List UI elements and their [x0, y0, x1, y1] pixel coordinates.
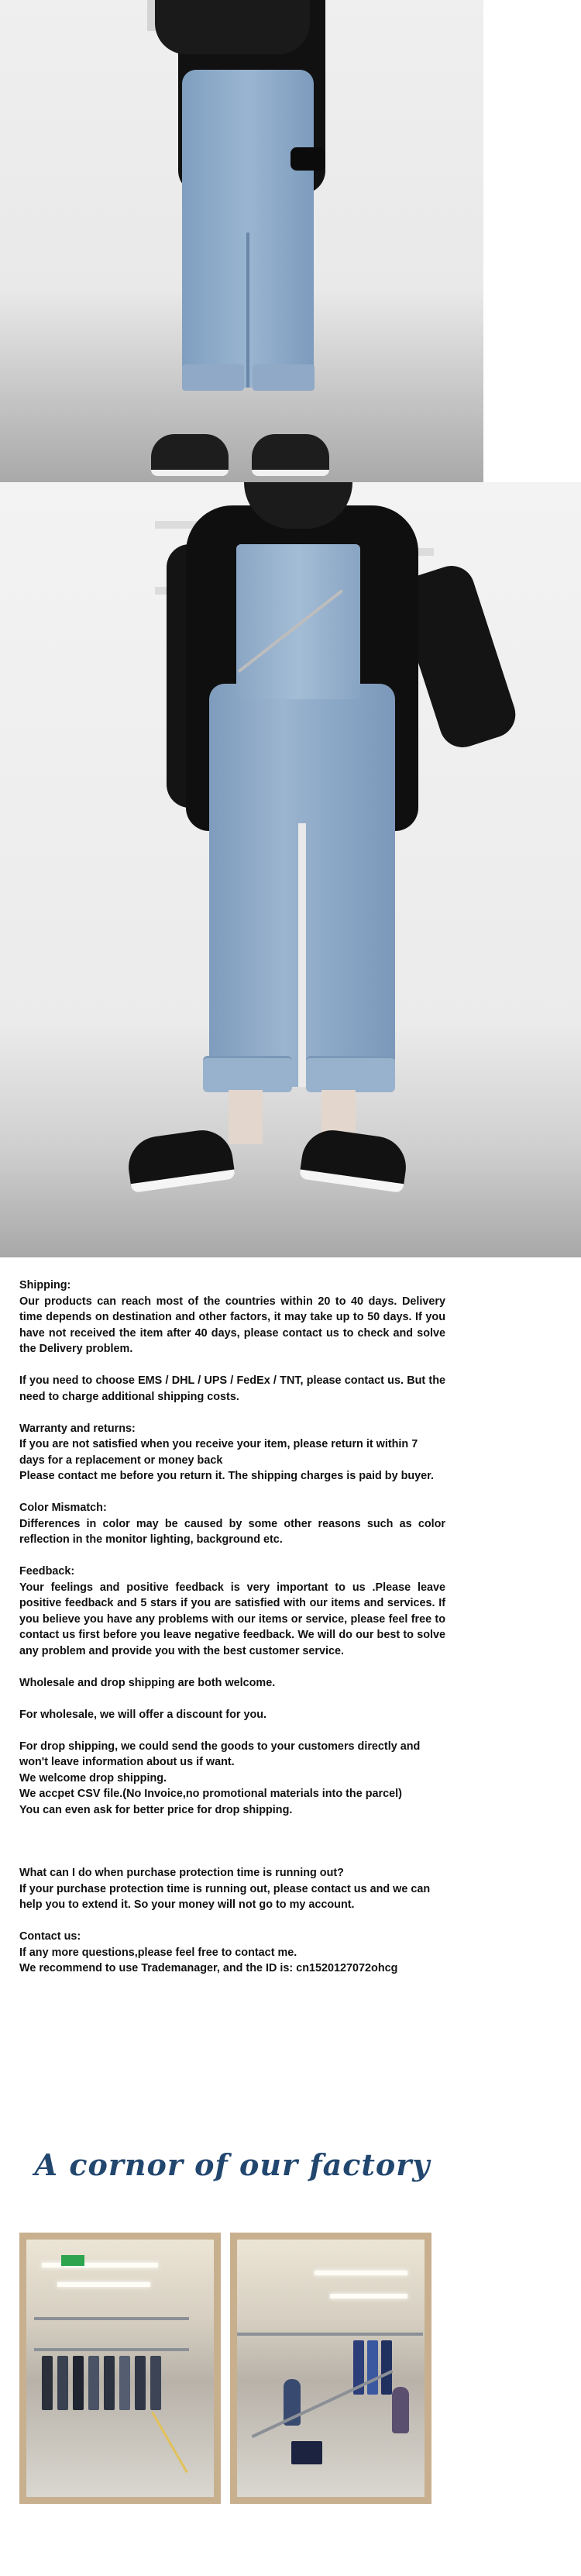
contact-heading: Contact us:: [19, 1930, 81, 1943]
right-cuff: [253, 364, 315, 391]
clothing-rack: [34, 2348, 189, 2351]
hanging-clothes: [73, 2356, 84, 2410]
store-policy-text: [19, 1278, 445, 1977]
clothing-rack: [34, 2317, 189, 2320]
left-sneaker: [151, 434, 229, 476]
warranty-text-2: Please contact me before you return it. The shipping charges is paid by buyer.: [19, 1470, 434, 1482]
right-sneaker: [252, 434, 329, 476]
product-photo-back: [0, 0, 483, 482]
left-cuff: [182, 364, 244, 391]
csv-text: We accpet CSV file.(No Invoice,no promotional materials into the parcel): [19, 1788, 402, 1800]
wholesale-discount: For wholesale, we will offer a discount for you.: [19, 1708, 267, 1721]
protection-text: If your purchase protection time is running out, please contact us and we can help you to extend it. So your money will not go to my account.: [19, 1882, 431, 1911]
feedback-text: Your feelings and positive feedback is very important to us .Please leave positive feedback and 5 stars if you are satisfied with our items and services. If you believe you have any problems with our items or service, please feel free to contact us first before you leave negative feedback. We will do our best to solve any problem and provide you with the best customer service.: [19, 1581, 445, 1657]
ceiling-light: [57, 2282, 150, 2287]
warranty-text-1: If you are not satisfied when you receive your item, please return it within 7 days for a replacement or money back: [19, 1438, 418, 1467]
ceiling-light: [315, 2271, 407, 2275]
worker: [392, 2387, 409, 2433]
hanging-garment: [367, 2340, 378, 2395]
work-rail: [237, 2333, 423, 2336]
ceiling-light: [330, 2294, 407, 2298]
trademanager-text: We recommend to use Trademanager, and the ID is: cn1520127072ohcg: [19, 1962, 398, 1974]
hanging-clothes: [104, 2356, 115, 2410]
floor-marking: [151, 2412, 188, 2473]
black-bag: [290, 147, 325, 171]
exit-sign: [61, 2255, 84, 2266]
protection-question: What can I do when purchase protection time is running out?: [19, 1867, 344, 1879]
product-photo-front: [0, 482, 581, 1257]
fabric-pile: [291, 2441, 322, 2464]
factory-photo-warehouse: [19, 2233, 221, 2504]
ceiling-light: [42, 2263, 158, 2267]
shipping-heading: Shipping:: [19, 1279, 71, 1291]
drop-shipping-text: For drop shipping, we could send the goods to your customers directly and won't leave information about us if want.: [19, 1740, 421, 1768]
wholesale-text: Wholesale and drop shipping are both welcome.: [19, 1676, 276, 1689]
color-text: Differences in color may be caused by some other reasons such as color reflection in the monitor lighting, background etc.: [19, 1517, 445, 1546]
shipping-text: Our products can reach most of the countries within 20 to 40 days. Delivery time depends on destination and other factors, it may take up to 50 days. If you have not received the item after 40 days, please contact us to check and solve the Delivery problem.: [19, 1295, 445, 1355]
hanging-clothes: [135, 2356, 146, 2410]
hanging-clothes: [57, 2356, 68, 2410]
model-hair: [155, 0, 310, 54]
hanging-garment: [381, 2340, 392, 2395]
factory-title: A cornor of our factory: [34, 2147, 431, 2182]
color-heading: Color Mismatch:: [19, 1502, 107, 1514]
drop-shipping-welcome: We welcome drop shipping.: [19, 1771, 167, 1785]
right-cuff: [306, 1056, 395, 1092]
right-sneaker: [299, 1126, 410, 1193]
left-ankle: [229, 1090, 263, 1144]
contact-text: If any more questions,please feel free to contact me.: [19, 1946, 297, 1959]
leg-gap: [298, 823, 306, 1087]
hanging-clothes: [150, 2356, 161, 2410]
hanging-clothes: [88, 2356, 99, 2410]
express-text: If you need to choose EMS / DHL / UPS / FedEx / TNT, please contact us. But the need to charge additional shipping costs.: [19, 1374, 445, 1403]
work-table: [252, 2370, 394, 2438]
factory-photo-workshop: [230, 2233, 431, 2504]
leg-seam: [246, 233, 249, 388]
feedback-heading: Feedback:: [19, 1565, 75, 1578]
left-cuff: [203, 1056, 292, 1092]
price-text: You can even ask for better price for drop shipping.: [19, 1803, 293, 1816]
warranty-heading: Warranty and returns:: [19, 1422, 136, 1435]
hanging-clothes: [42, 2356, 53, 2410]
left-sneaker: [125, 1126, 235, 1193]
hanging-clothes: [119, 2356, 130, 2410]
